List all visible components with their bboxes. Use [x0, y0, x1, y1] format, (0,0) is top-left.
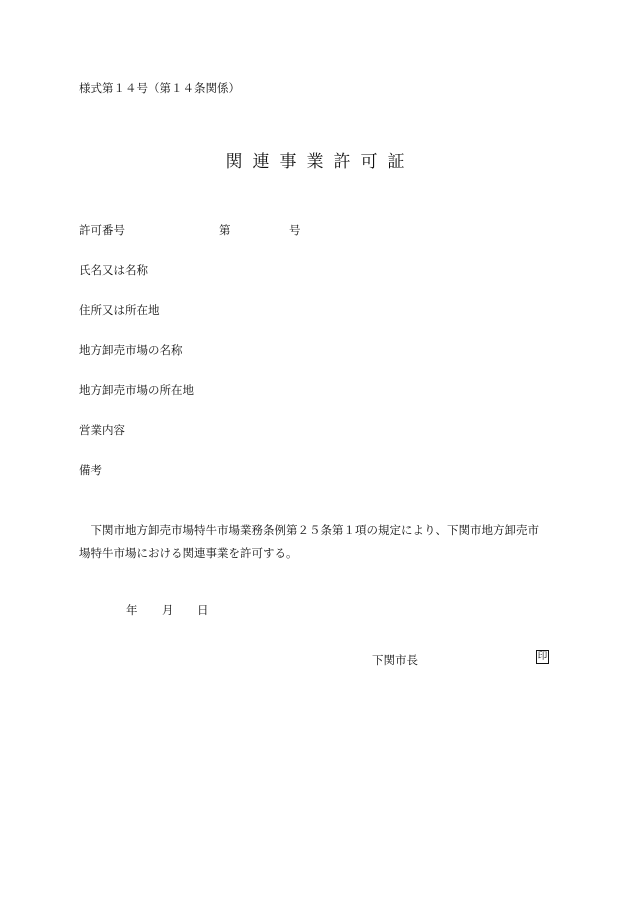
document-title: 関連事業許可証: [225, 152, 415, 172]
address-label: 住所又は所在地: [79, 303, 160, 317]
permit-number-label: 許可番号: [79, 223, 125, 237]
date-day: 日: [197, 603, 209, 617]
issuer-title: 下関市長: [372, 653, 418, 667]
permit-statement-line-1: 下関市地方卸売市場特牛市場業務条例第２５条第１項の規定により、下関市地方卸売市: [79, 523, 539, 537]
seal-mark: 印: [537, 651, 548, 662]
permit-statement: [79, 519, 557, 565]
date-year: 年: [126, 603, 138, 617]
market-name-label: 地方卸売市場の名称: [79, 343, 183, 357]
name-label: 氏名又は名称: [79, 263, 148, 277]
permit-number-go: 号: [289, 223, 301, 237]
permit-statement-line-2: 場特牛市場における関連事業を許可する。: [79, 546, 298, 560]
market-location-label: 地方卸売市場の所在地: [79, 383, 194, 397]
remarks-label: 備考: [79, 463, 102, 477]
date-month: 月: [162, 603, 174, 617]
business-content-label: 営業内容: [79, 423, 125, 437]
form-number: 様式第１４号（第１４条関係）: [79, 81, 240, 95]
permit-number-dai: 第: [219, 223, 231, 237]
